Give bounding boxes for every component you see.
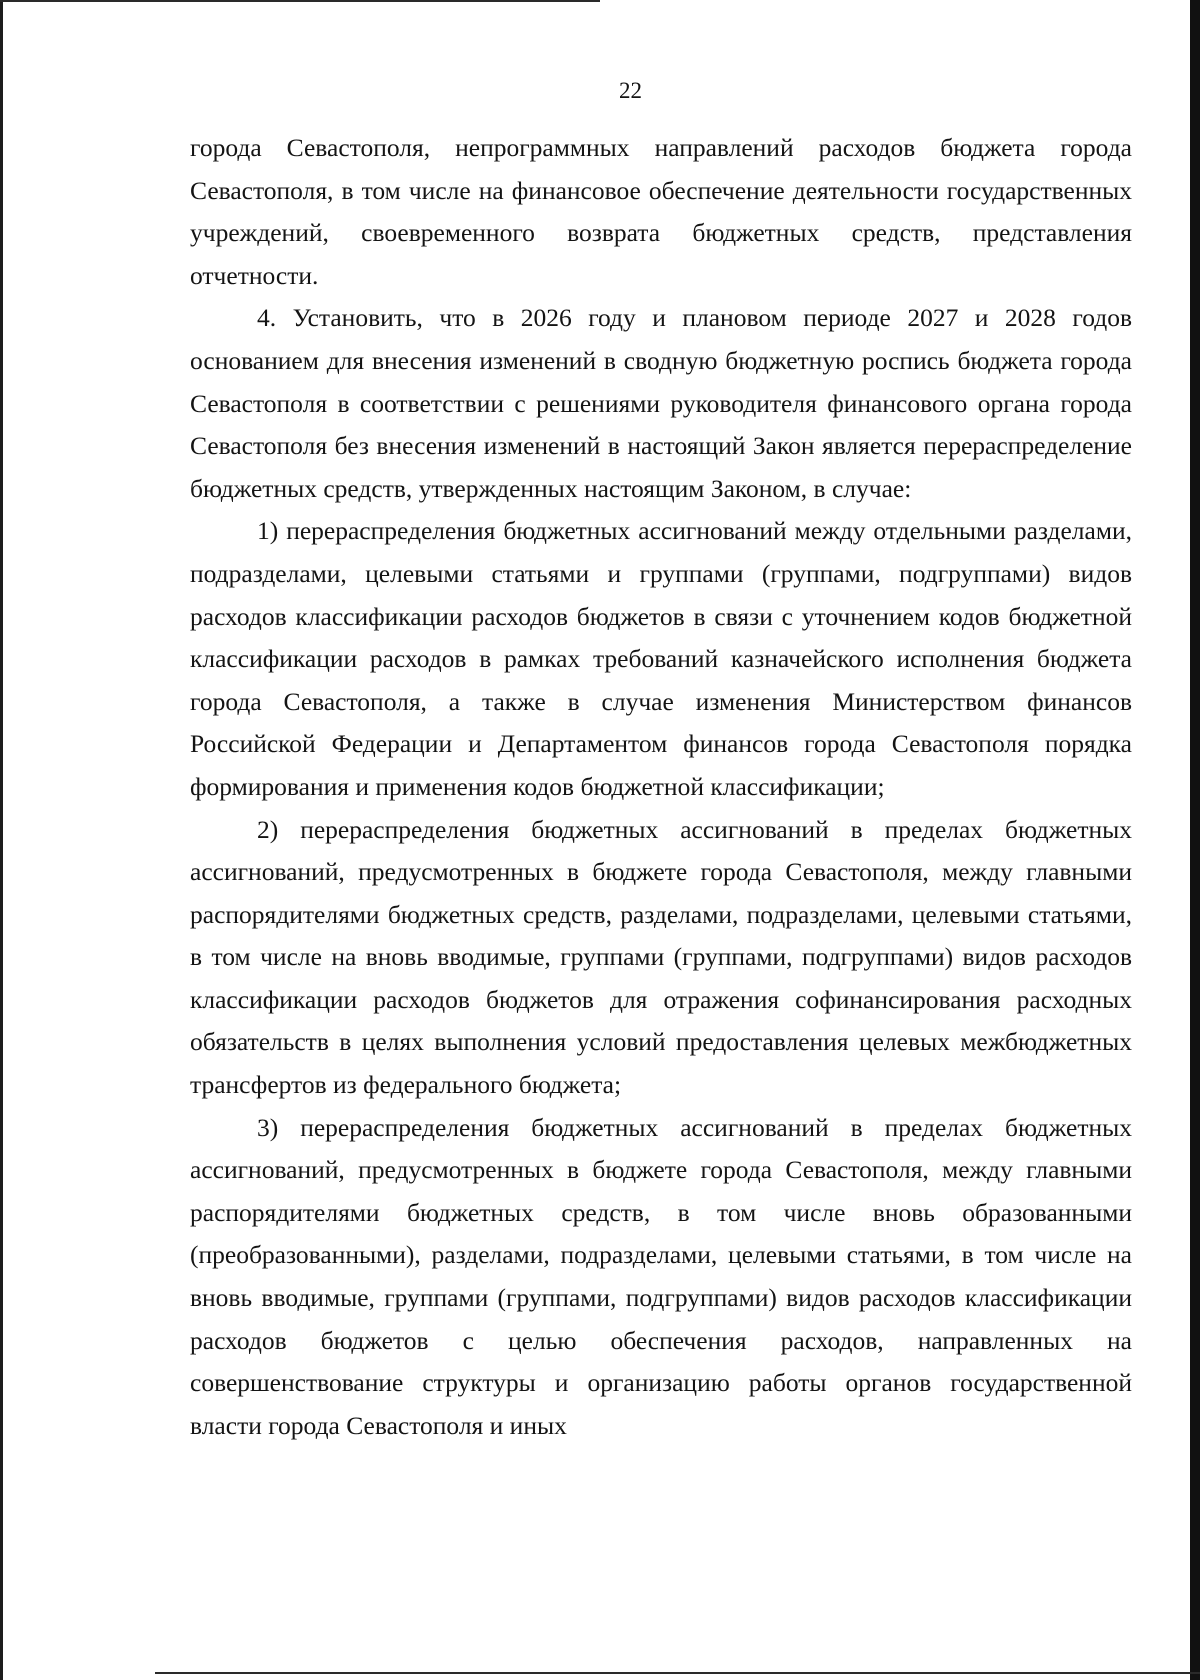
scan-top-rule xyxy=(0,0,600,2)
paragraph-continuation: города Севастополя, непрограммных направлений расходов бюджета города Севастополя, в том числе на финансовое обеспечение деятельности государственных учреждений, своевременного возврата бюджетных средств, представления отчетности. xyxy=(190,133,1132,290)
paragraph-subitem-1: 1) перераспределения бюджетных ассигнований между отдельными разделами, подразделами, целевыми статьями и группами (группами, подгруппами) видов расходов классификации расходов бюджетов в связи с уточнением кодов бюджетной классификации расходов в рамках требований казначейского исполнения бюджета города Севастополя, а также в случае изменения Министерством финансов Российской Федерации и Департаментом финансов города Севастополя порядка формирования и применения кодов бюджетной классификации; xyxy=(190,516,1132,801)
paragraph-item-4: 4. Установить, что в 2026 году и плановом периоде 2027 и 2028 годов основанием для внесения изменений в сводную бюджетную роспись бюджета города Севастополя в соответствии с решениями руководителя финансового органа города Севастополя без внесения изменений в настоящий Закон является перераспределение бюджетных средств, утвержденных настоящим Законом, в случае: xyxy=(190,303,1132,503)
scan-bottom-rule xyxy=(155,1672,1200,1674)
paragraph-subitem-3: 3) перераспределения бюджетных ассигнований в пределах бюджетных ассигнований, предусмотренных в бюджете города Севастополя, между главными распорядителями бюджетных средств, в том числе вновь образованными (преобразованными), разделами, подразделами, целевыми статьями, в том числе на вновь вводимые, группами (группами, подгруппами) видов расходов классификации расходов бюджетов с целью обеспечения расходов, направленных на совершенствование структуры и организацию работы органов государственной власти города Севастополя и иных xyxy=(190,1112,1132,1440)
document-body xyxy=(190,127,1132,1447)
scan-left-edge xyxy=(0,0,3,1680)
paragraph-subitem-2: 2) перераспределения бюджетных ассигнований в пределах бюджетных ассигнований, предусмотренных в бюджете города Севастополя, между главными распорядителями бюджетных средств, разделами, подразделами, целевыми статьями, в том числе на вновь вводимые, группами (группами, подгруппами) видов расходов классификации расходов бюджетов для отражения софинансирования расходных обязательств в целях выполнения условий предоставления целевых межбюджетных трансфертов из федерального бюджета; xyxy=(190,814,1132,1100)
scan-right-edge xyxy=(1190,0,1200,1680)
page-number: 22 xyxy=(619,78,642,103)
